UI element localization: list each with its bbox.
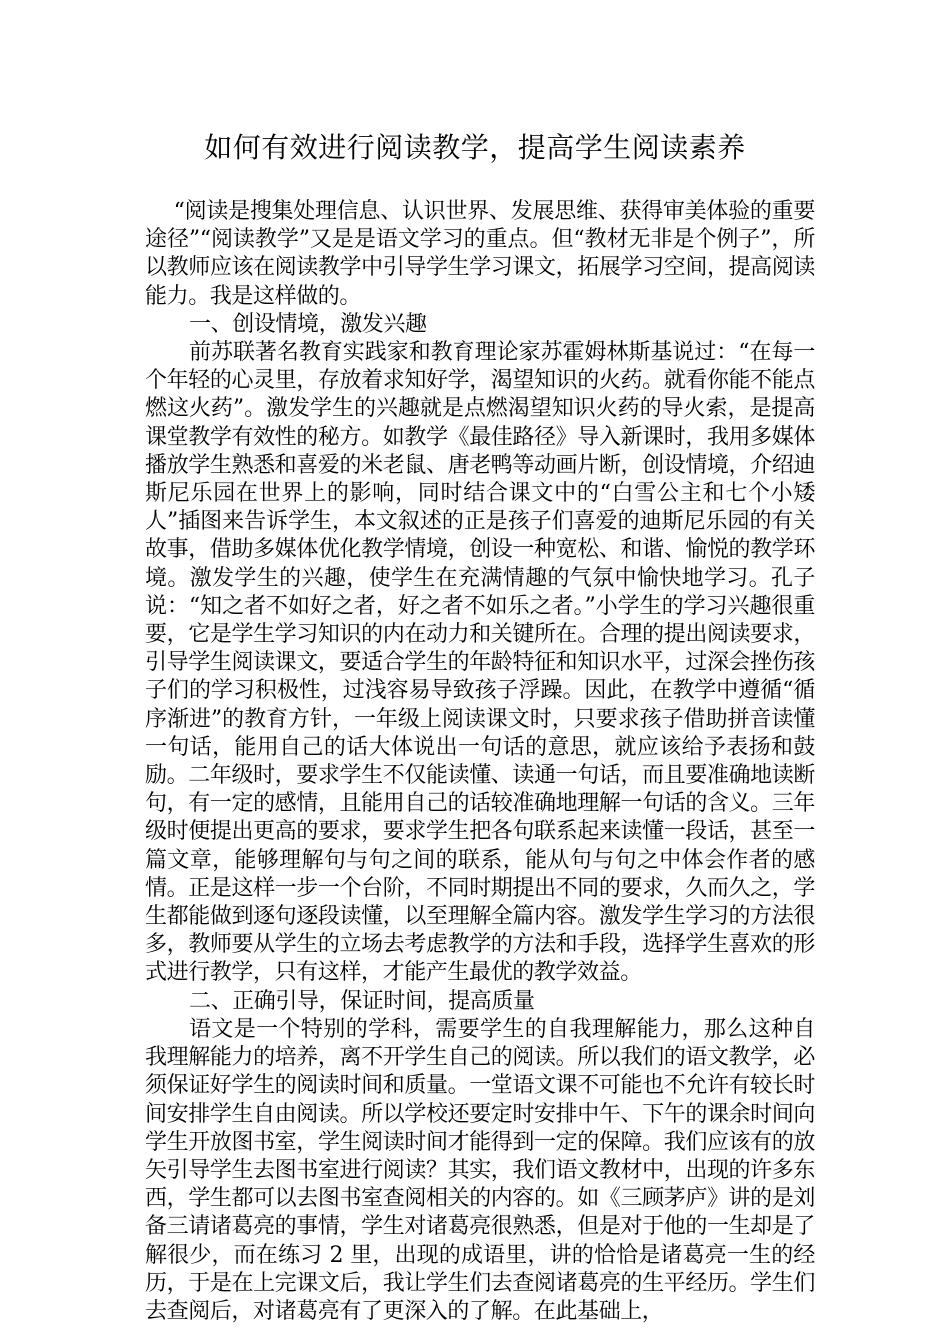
document-title: 如何有效进行阅读教学，提高学生阅读素养	[204, 131, 746, 164]
section-1-paragraph: 前苏联著名教育实践家和教育理论家苏霍姆林斯基说过：“在每一个年轻的心灵里，存放着求知好学，渴望知识的火药。就看你能不能点燃这火药”。激发学生的兴趣就是点燃渴望知识火药的导火索，是提高课堂教学有效性的秘方。如教学《最佳路径》导入新课时，我用多媒体播放学生熟悉和喜爱的米老鼠、唐老鸭等动画片断，创设情境，介绍迪斯尼乐园在世界上的影响，同时结合课文中的“白雪公主和七个小矮人”插图来告诉学生，本文叙述的正是孩子们喜爱的迪斯尼乐园的有关故事，借助多媒体优化教学情境，创设一种宽松、和谐、愉悦的教学环境。激发学生的兴趣，使学生在充满情趣的气氛中愉快地学习。孔子说：“知之者不如好之者，好之者不如乐之者。”小学生的学习兴趣很重要，它是学生学习知识的内在动力和关键所在。合理的提出阅读要求，引导学生阅读课文，要适合学生的年龄特征和知识水平，过深会挫伤孩子们的学习积极性，过浅容易导致孩子浮躁。因此，在教学中遵循“循序渐进”的教育方针，一年级上阅读课文时，只要求孩子借助拼音读懂一句话，能用自己的话大体说出一句话的意思，就应该给予表扬和鼓励。二年级时，要求学生不仅能读懂、读通一句话，而且要准确地读断句，有一定的感情，且能用自己的话较准确地理解一句话的含义。三年级时便提出更高的要求，要求学生把各句联系起来读懂一段话，甚至一篇文章，能够理解句与句之间的联系，能从句与句之中体会作者的感情。正是这样一步一个台阶，不同时期提出不同的要求，久而久之，学生都能做到逐句逐段读懂，以至理解全篇内容。激发学生学习的方法很多，教师要从学生的立场去考虑教学的方法和手段，选择学生喜欢的形式进行教学，只有这样，才能产生最优的教学效益。	[145, 340, 815, 986]
section-2-paragraph: 语文是一个特别的学科，需要学生的自我理解能力，那么这种自我理解能力的培养，离不开学生自己的阅读。所以我们的语文教学，必须保证好学生的阅读时间和质量。一堂语文课不可能也不允许有较长时间安排学生自由阅读。所以学校还要定时安排中午、下午的课余时间向学生开放图书室，学生阅读时间才能得到一定的保障。我们应该有的放矢引导学生去图书室进行阅读？其实，我们语文教材中，出现的许多东西，学生都可以去图书室查阅相关的内容的。如《三顾茅庐》讲的是刘备三请诸葛亮的事情，学生对诸葛亮很熟悉，但是对于他的一生却是了解很少，而在练习 2 里，出现的成语里，讲的恰恰是诸葛亮一生的经历，于是在上完课文后，我让学生们去查阅诸葛亮的生平经历。学生们去查阅后，对诸葛亮有了更深入的了解。在此基础上，	[145, 1016, 815, 1324]
section-1-heading: 一、创设情境，激发兴趣	[189, 311, 427, 337]
document-body	[145, 198, 815, 1326]
intro-paragraph: “阅读是搜集处理信息、认识世界、发展思维、获得审美体验的重要途径”“阅读教学”又是是语文学习的重点。但“教材无非是个例子”，所以教师应该在阅读教学中引导学生学习课文，拓展学习空间，提高阅读能力。我是这样做的。	[145, 199, 815, 309]
section-2-heading: 二、正确引导，保证时间，提高质量	[189, 988, 535, 1014]
